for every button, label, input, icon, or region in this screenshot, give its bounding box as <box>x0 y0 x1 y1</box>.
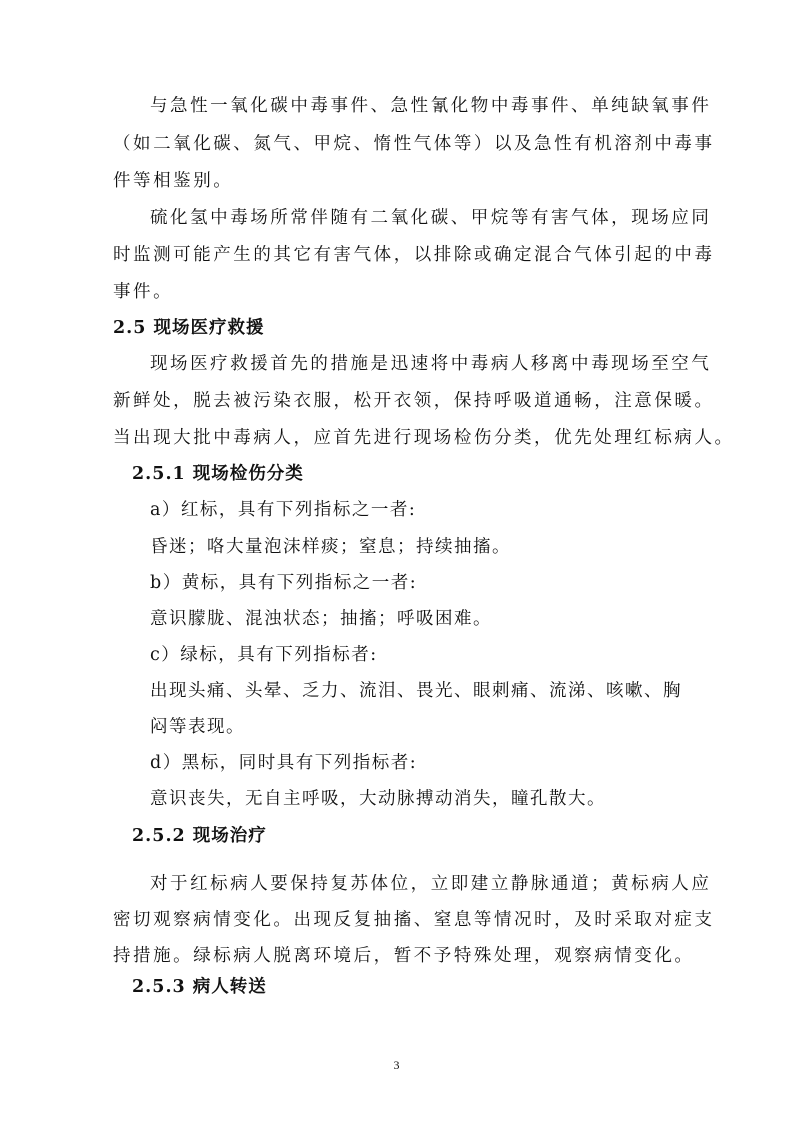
list-item-text: 意识朦胧、混浊状态；抽搐；呼吸困难。 <box>150 609 492 629</box>
list-item-text: 闷等表现。 <box>150 717 245 737</box>
list-item-text: 出现头痛、头晕、乏力、流泪、畏光、眼刺痛、流涕、咳嗽、胸 <box>150 681 682 701</box>
list-item-label: a）红标，具有下列指标之一者: <box>150 500 417 520</box>
page-number: 3 <box>393 1058 400 1072</box>
list-item-text: 昏迷；咯大量泡沫样痰；窒息；持续抽搐。 <box>150 537 511 557</box>
paragraph-line: 件等相鉴别。 <box>113 171 234 191</box>
paragraph-line: 密切观察病情变化。出现反复抽搐、窒息等情况时，及时采取对症支 <box>113 910 715 930</box>
paragraph-line: 与急性一氧化碳中毒事件、急性氰化物中毒事件、单纯缺氧事件 <box>150 96 712 116</box>
paragraph-line: 持措施。绿标病人脱离环境后，暂不予特殊处理，观察病情变化。 <box>113 946 695 966</box>
list-item-text: 意识丧失，无自主呼吸，大动脉搏动消失，瞳孔散大。 <box>150 789 606 809</box>
section-heading: 2.5 现场医疗救援 <box>113 318 265 338</box>
paragraph-line: 对于红标病人要保持复苏体位，立即建立静脉通道；黄标病人应 <box>150 874 712 894</box>
paragraph-line: 硫化氢中毒场所常伴随有二氧化碳、甲烷等有害气体，现场应同 <box>150 208 712 228</box>
subsection-heading: 2.5.1 现场检伤分类 <box>132 464 304 484</box>
paragraph-line: （如二氧化碳、氮气、甲烷、惰性气体等）以及急性有机溶剂中毒事 <box>113 134 715 154</box>
paragraph-line: 时监测可能产生的其它有害气体，以排除或确定混合气体引起的中毒 <box>113 245 715 265</box>
list-item-label: d）黑标，同时具有下列指标者: <box>150 753 418 773</box>
paragraph-line: 事件。 <box>113 282 174 302</box>
paragraph-line: 现场医疗救援首先的措施是迅速将中毒病人移离中毒现场至空气 <box>150 354 712 374</box>
paragraph-line: 新鲜处，脱去被污染衣服，松开衣领，保持呼吸道通畅，注意保暖。 <box>113 391 715 411</box>
list-item-label: b）黄标，具有下列指标之一者: <box>150 573 418 593</box>
list-item-label: c）绿标，具有下列指标者: <box>150 645 378 665</box>
paragraph-line: 当出现大批中毒病人，应首先进行现场检伤分类，优先处理红标病人。 <box>113 428 735 448</box>
subsection-heading: 2.5.2 现场治疗 <box>132 826 267 846</box>
subsection-heading: 2.5.3 病人转送 <box>132 977 267 997</box>
